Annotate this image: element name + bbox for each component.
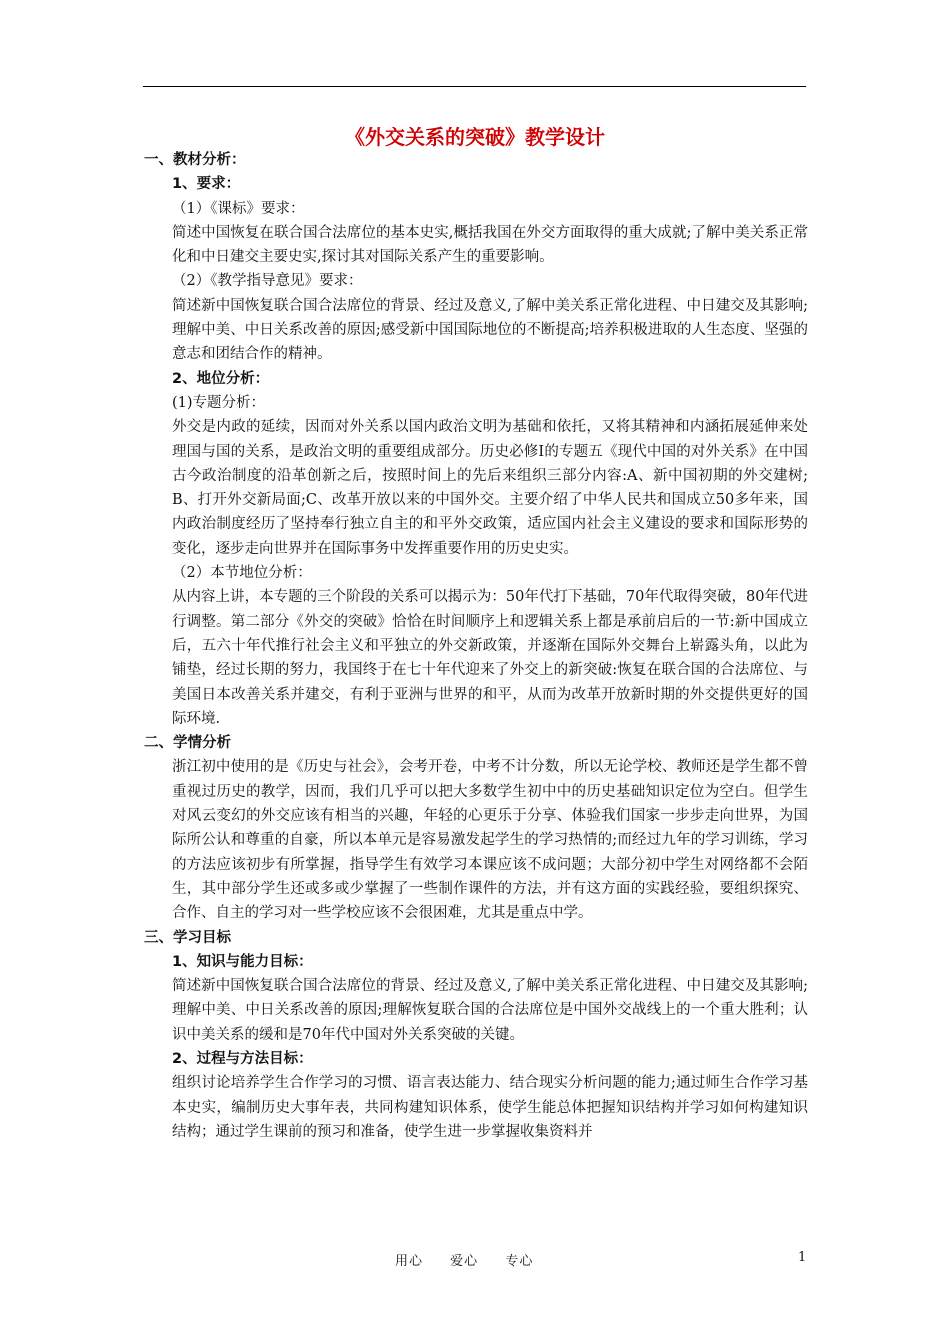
footer-word: 爱心 — [450, 1254, 479, 1269]
footer-word: 专心 — [505, 1254, 534, 1269]
item-label: （2）本节地位分析： — [172, 565, 312, 582]
item-label: (1)专题分析： — [172, 394, 266, 411]
paragraph: 从内容上讲，本专题的三个阶段的关系可以揭示为：50年代打下基础，70年代取得突破，80年代进行调整。第二部分《外交的突破》恰恰在时间顺序上和逻辑关系上都是承前启后的一节:新中国成立后，五六十年代推行社会主义和平独立的外交新政策，并逐渐在国际外交舞台上崭露头角，以此为铺垫，经过长期的努力，我国终于在七十年代迎来了外交上的新突破:恢复在联合国的合法席位、与美国日本改善关系并建交，有利于亚洲与世界的和平，从而为改革开放新时期的外交提供更好的国际环境. — [172, 589, 808, 727]
paragraph: 浙江初中使用的是《历史与社会》，会考开卷，中考不计分数，所以无论学校、教师还是学生都不曾重视过历史的教学，因而，我们几乎可以把大多数学生初中中的历史基础知识定位为空白。但学生对风云变幻的外交应该有相当的兴趣，年轻的心更乐于分享、体验我们国家一步步走向世界，为国际所公认和尊重的自豪，所以本单元是容易激发起学生的学习热情的;而经过九年的学习训练，学习的方法应该初步有所掌握，指导学生有效学习本课应该不成问题；大部分初中学生对网络都不会陌生，其中部分学生还或多或少掌握了一些制作课件的方法，并有这方面的实践经验，要组织探究、合作、自主的学习对一些学校应该不会很困难，尤其是重点中学。 — [172, 759, 808, 922]
paragraph: 简述新中国恢复联合国合法席位的背景、经过及意义,了解中美关系正常化进程、中日建交及其影响;理解中美、中日关系改善的原因;理解恢复联合国的合法席位是中国外交战线上的一个重大胜利；认识中美关系的缓和是70年代中国对外关系突破的关键。 — [172, 978, 808, 1043]
item-label: （1）《课标》要求： — [172, 200, 305, 217]
header-rule — [143, 86, 806, 87]
paragraph: 简述中国恢复在联合国合法席位的基本史实,概括我国在外交方面取得的重大成就;了解中美关系正常化和中日建交主要史实,探讨其对国际关系产生的重要影响。 — [172, 224, 808, 266]
subsection-heading: 1、要求： — [172, 176, 241, 193]
section-heading-2: 二、学情分析 — [144, 735, 231, 752]
page-number: 1 — [798, 1250, 807, 1265]
subsection-heading: 1、知识与能力目标： — [172, 953, 313, 970]
paragraph: 简述新中国恢复联合国合法席位的背景、经过及意义,了解中美关系正常化进程、中日建交及其影响;理解中美、中日关系改善的原因;感受新中国国际地位的不断提高;培养积极进取的人生态度、坚强的意志和团结合作的精神。 — [172, 297, 808, 363]
paragraph: 外交是内政的延续，因而对外关系以国内政治文明为基础和依托，又将其精神和内涵拓展延伸来处理国与国的关系，是政治文明的重要组成部分。历史必修Ⅰ的专题五《现代中国的对外关系》在中国古今政治制度的沿革创新之后，按照时间上的先后来组织三部分内容:A、新中国初期的外交建树;B、打开外交新局面;C、改革开放以来的中国外交。主要介绍了中华人民共和国成立50多年来，国内政治制度经历了坚持奉行独立自主的和平外交政策，适应国内社会主义建设的要求和国际形势的变化，逐步走向世界并在国际事务中发挥重要作用的历史史实。 — [172, 419, 808, 557]
subsection-heading: 2、地位分析： — [172, 370, 270, 387]
footer-word: 用心 — [395, 1254, 424, 1269]
item-label: （2）《教学指导意见》要求： — [172, 273, 363, 290]
section-heading-1: 一、教材分析： — [144, 152, 246, 168]
document-title: 《外交关系的突破》教学设计 — [345, 125, 605, 149]
section-heading-3: 三、学习目标 — [144, 929, 231, 946]
subsection-heading: 2、过程与方法目标： — [172, 1050, 313, 1067]
paragraph: 组织讨论培养学生合作学习的习惯、语言表达能力、结合现实分析问题的能力;通过师生合作学习基本史实，编制历史大事年表，共同构建知识体系，使学生能总体把握知识结构并学习如何构建知识结构；通过学生课前的预习和准备，使学生进一步掌握收集资料并 — [172, 1075, 808, 1140]
document-body — [144, 148, 808, 1144]
footer-motto — [395, 1250, 555, 1269]
